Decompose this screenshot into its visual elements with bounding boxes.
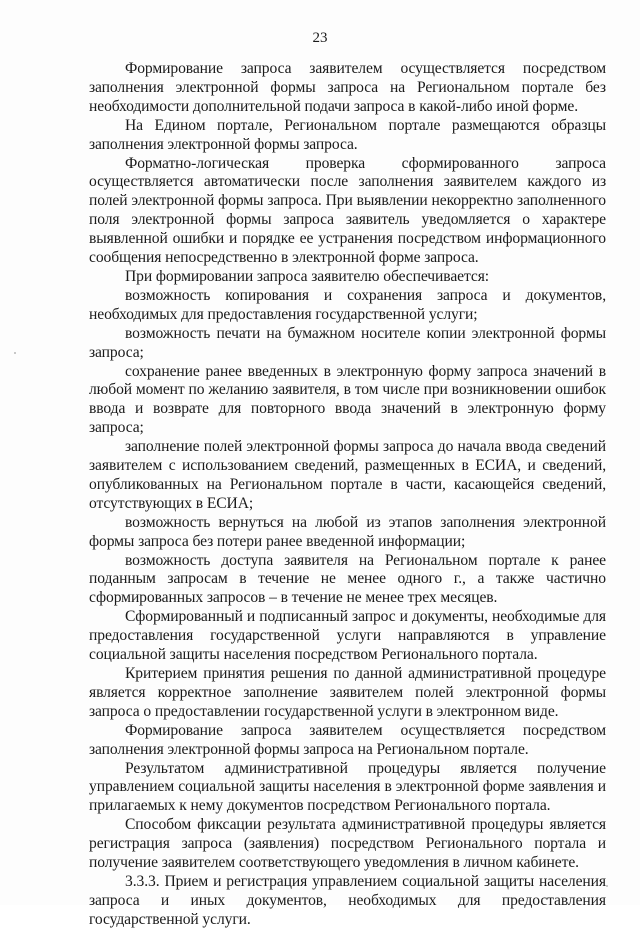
list-item: возможность вернуться на любой из этапов заполнения электронной формы запроса без потери ранее введенной информации; [89,513,606,550]
paragraph: При формировании запроса заявителю обеспечивается: [125,267,489,285]
section-heading-paragraph: 3.3.3. Прием и регистрация управлением социальной защиты населения запроса и иных документов, необходимых для предоставления государственной услуги. [89,872,606,928]
list-item: возможность доступа заявителя на Региональном портале к ранее поданным запросам в течение не менее одного г., а также частично сформированных запросов – в течение не менее трех месяцев. [89,551,606,607]
paragraph: Сформированный и подписанный запрос и документы, необходимые для предоставления государственной услуги направляются в управление социальной защиты населения посредством Регионального портала. [89,608,606,664]
scan-speck [606,885,608,887]
paragraph: Формирование запроса заявителем осуществляется посредством заполнения электронной формы запроса на Региональном портале без необходимости дополнительной подачи запроса в какой-либо иной форме. [89,60,606,115]
list-item: заполнение полей электронной формы запроса до начала ввода сведений заявителем с использованием сведений, размещенных в ЕСИА, и сведений, опубликованных на Региональном портале в части, касающейся сведений, отсутствующих в ЕСИА; [89,438,606,512]
paragraph: Результатом административной процедуры является получение управлением социальной защиты населения в электронной форме заявления и прилагаемых к нему документов посредством Регионального портала. [89,759,606,815]
scan-speck [14,352,16,354]
paragraph: Способом фиксации результата административной процедуры является регистрация запроса (заявления) посредством Регионального портала и получение заявителем соответствующего уведомления в личном кабинете. [89,816,606,872]
list-item: сохранение ранее введенных в электронную форму запроса значений в любой момент по желанию заявителя, в том числе при возникновении ошибок ввода и возврате для повторного ввода значений в электронную форму запроса; [89,362,606,437]
page-number: 23 [312,30,328,46]
list-item: возможность копирования и сохранения запроса и документов, необходимых для предоставления государственной услуги; [89,286,606,323]
list-item: возможность печати на бумажном носителе копии электронной формы запроса; [89,324,606,361]
paragraph: Форматно-логическая проверка сформированного запроса осуществляется автоматически после заполнения заявителем каждого из полей электронной формы запроса. При выявлении некорректно заполненного поля электронной формы запроса заявитель уведомляется о характере выявленной ошибки и порядке ее устранения посредством информационного сообщения непосредственно в электронной форме запроса. [89,154,606,267]
document-body [89,60,606,930]
paragraph: На Едином портале, Региональном портале размещаются образцы заполнения электронной формы запроса. [89,116,606,153]
paragraph: Критерием принятия решения по данной административной процедуре является корректное заполнение заявителем полей электронной формы запроса о предоставлении государственной услуги в электронном виде. [89,665,606,720]
paragraph: Формирование запроса заявителем осуществляется посредством заполнения электронной формы запроса на Региональном портале. [89,721,606,758]
